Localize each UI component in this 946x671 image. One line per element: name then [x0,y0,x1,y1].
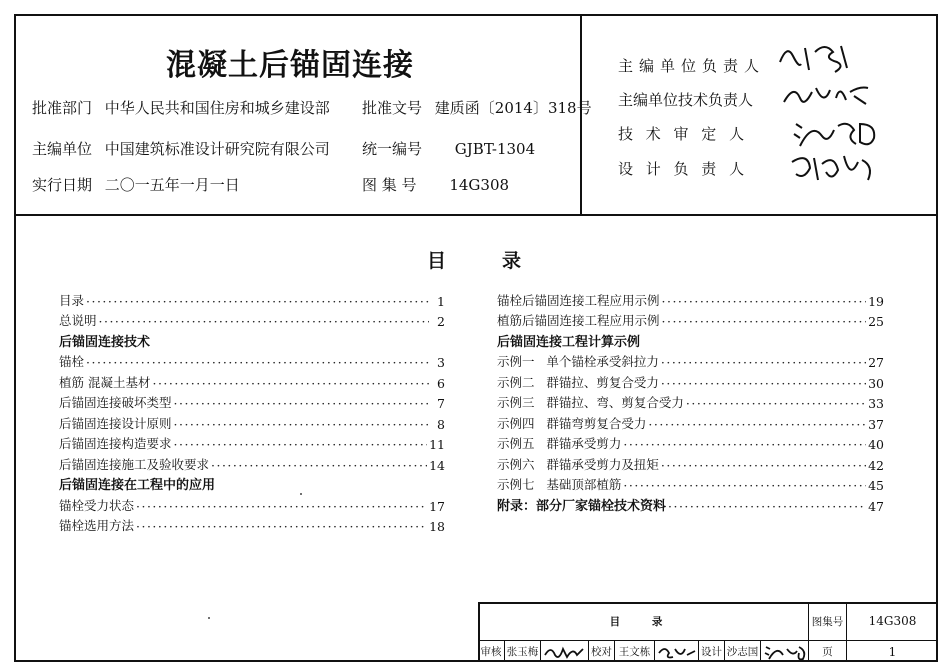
toc-entry-page: 19 [868,293,884,309]
responsible-chief-editor: 主编单位负责人 [618,57,766,75]
leader-dots [662,314,867,329]
toc-entry-page: 8 [437,416,445,432]
toc-entry-title: 示例三 群锚拉、弯、剪复合受力 [497,395,684,410]
toc-entry-page: 40 [868,437,884,452]
impl-date: 二〇一五年一月一日 [104,176,240,194]
toc-entry[interactable] [59,309,445,330]
toc-heading-right: 录 [502,250,522,272]
toc-section-heading: 后锚固连接在工程中的应用 [59,478,216,493]
toc-entry-title: 后锚固连接设计原则 [59,415,172,431]
toc-entry-page: 2 [437,314,445,329]
leader-dots [623,478,866,493]
approval-row [32,97,330,118]
toc-appendix-entry[interactable] [497,493,884,514]
toc-entry[interactable] [497,309,884,330]
leader-dots [174,437,428,452]
check-label: 校对 [588,641,614,662]
toc-entry-title: 植筋 混凝土基材 [59,374,151,390]
review-name: 张玉梅 [504,641,540,662]
toc-entry-page: 6 [437,375,445,391]
title-block-atlas-no-label: 图集号 [808,602,846,640]
leader-dots [86,355,429,370]
toc-entry-title: 示例六 群锚承受剪力及扭矩 [497,456,659,472]
title-block [478,602,938,662]
review-label: 审核 [480,646,502,658]
impl-date-label: 实行日期 [32,176,93,194]
leader-dots [211,458,427,473]
toc-entry-page: 47 [868,498,884,514]
approval-dept-label: 批准部门 [32,99,93,117]
toc-entry-title: 示例二 群锚拉、剪复合受力 [497,374,659,390]
atlas-no-row [362,174,509,195]
unified-no: GJBT-1304 [454,140,536,158]
toc-entry[interactable] [59,411,445,432]
responsible-tech-chief: 主编单位技术负责人 [618,91,754,109]
toc-section-heading: 后锚固连接技术 [59,334,151,350]
leader-dots [174,396,429,411]
leader-dots [152,376,429,391]
leader-dots [668,499,866,514]
leader-dots [623,437,866,452]
toc-entry-page: 1 [437,293,445,309]
toc-right-column [497,288,884,514]
responsible-design-lead: 设 计 负 责 人 [618,160,749,178]
editor-unit-row [32,138,330,159]
toc-entry-page: 27 [868,355,884,370]
toc-entry-page: 33 [868,396,884,411]
toc-entry-title: 锚栓受力状态 [59,497,135,513]
toc-entry-title: 示例五 群锚承受剪力 [497,436,622,451]
toc-entry-title: 锚栓 [59,354,85,369]
leader-dots [136,519,427,534]
design-signature-mark [763,643,807,661]
approval-doc-label: 批准文号 [362,99,423,117]
stray-mark [208,617,210,619]
toc-entry[interactable] [497,432,884,453]
toc-entry-title: 后锚固连接施工及验收要求 [59,456,210,472]
check-name: 王文栋 [614,641,654,662]
toc-entry-title: 锚栓选用方法 [59,518,135,533]
toc-entry-page: 11 [429,437,445,452]
stray-mark [300,493,302,495]
design-name: 沙志国 [724,641,760,662]
toc-entry[interactable] [59,391,445,412]
signature-tech-chief [780,78,870,112]
toc-entry-title: 后锚固连接破坏类型 [59,395,172,410]
toc-entry-page: 18 [429,519,445,534]
toc-section-heading: 后锚固连接工程计算示例 [497,334,641,350]
atlas-no-label: 图 集 号 [362,176,417,194]
title-block-atlas-no: 14G308 [846,602,938,640]
leader-dots [661,458,866,473]
toc-entry[interactable] [59,452,445,473]
review-signature [540,641,588,662]
toc-entry[interactable] [497,391,884,412]
toc-entry-page: 25 [868,314,884,329]
toc-entry[interactable] [497,452,884,473]
toc-entry-title: 锚栓后锚固连接工程应用示例 [497,292,660,308]
approval-dept: 中华人民共和国住房和城乡建设部 [104,99,330,117]
toc-entry-page: 14 [429,457,445,473]
unified-no-label: 统一编号 [362,140,423,158]
toc-entry[interactable] [497,370,884,391]
toc-entry-page: 42 [868,457,884,473]
editor-unit: 中国建筑标准设计研究院有限公司 [104,140,330,158]
toc-entry[interactable] [59,350,445,371]
toc-entry-title: 后锚固连接构造要求 [59,436,172,451]
toc-entry[interactable] [59,370,445,391]
atlas-no: 14G308 [449,176,510,194]
leader-dots [86,294,429,309]
toc-entry[interactable] [497,473,884,494]
toc-entry-page: 30 [868,375,884,391]
review-signature-mark [543,643,587,661]
toc-entry[interactable] [497,288,884,309]
toc-entry-page: 17 [429,498,445,514]
leader-dots [661,376,866,391]
toc-entry[interactable] [59,493,445,514]
design-signature [760,641,808,662]
toc-entry[interactable] [59,288,445,309]
toc-entry-title: 示例一 单个锚栓承受斜拉力 [497,354,659,369]
toc-entry-page: 37 [868,416,884,432]
toc-entry-title: 示例四 群锚弯剪复合受力 [497,415,647,431]
leader-dots [686,396,866,411]
signature-tech-reviewer [790,116,880,150]
toc-heading-left: 目 [427,250,447,272]
responsible-tech-reviewer: 技 术 审 定 人 [618,125,749,143]
signature-design-lead [788,150,878,184]
leader-dots [661,355,866,370]
leader-dots [136,499,427,514]
toc-entry[interactable] [497,350,884,371]
toc-entry-title: 植筋后锚固连接工程应用示例 [497,313,660,328]
approval-doc: 建质函〔2014〕318号 [434,99,592,117]
leader-dots [662,294,867,309]
page-number: 1 [846,641,938,662]
toc-entry-title: 附录：部分厂家锚栓技术资料 [497,498,667,514]
signature-chief-editor [775,40,865,74]
check-signature [654,641,698,662]
approval-doc-row [362,97,592,118]
toc-entry[interactable] [497,411,884,432]
toc-entry-page: 7 [437,396,445,411]
toc-entry[interactable] [59,514,445,535]
toc-entry[interactable] [59,432,445,453]
title-block-title: 目 录 [609,615,677,628]
toc-entry-title: 示例七 基础顶部植筋 [497,477,622,492]
editor-unit-label: 主编单位 [32,140,93,158]
toc-left-column [59,288,445,534]
leader-dots [174,417,429,432]
check-signature-mark [657,643,697,661]
unified-no-row [362,138,535,159]
toc-entry-page: 45 [868,478,884,493]
atlas-title: 混凝土后锚固连接 [166,48,414,83]
impl-date-row [32,174,240,195]
header-divider [14,214,938,216]
design-label: 设计 [698,641,724,662]
page-label: 页 [808,641,846,662]
leader-dots [99,314,429,329]
toc-entry-title: 目录 [59,292,85,308]
leader-dots [648,417,866,432]
toc-entry-title: 总说明 [59,313,97,328]
toc-entry-page: 3 [437,355,445,370]
